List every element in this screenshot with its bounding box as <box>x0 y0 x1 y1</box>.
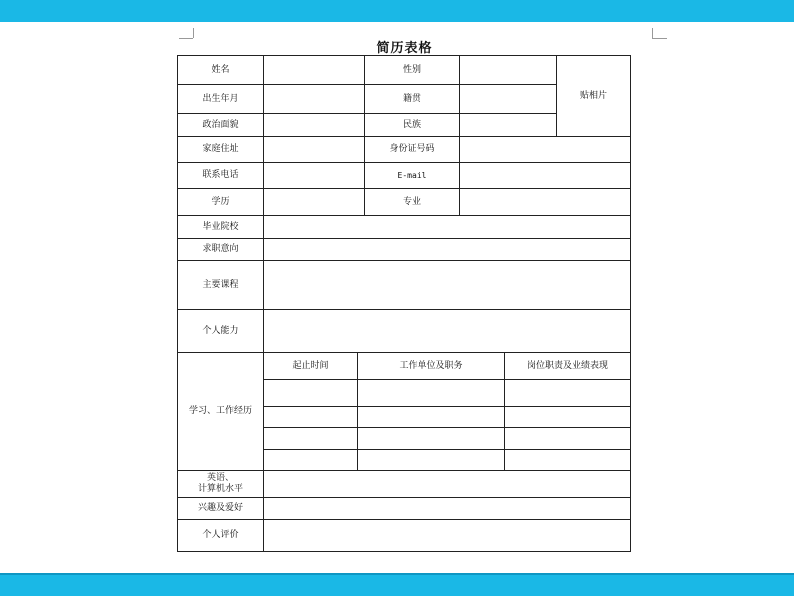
exp-header-time: 起止时间 <box>263 352 358 380</box>
label-main-courses: 主要课程 <box>177 260 264 310</box>
exp-row-3-unit[interactable] <box>357 427 505 450</box>
label-abilities: 个人能力 <box>177 309 264 353</box>
label-major: 专业 <box>364 188 460 216</box>
exp-row-1-duty[interactable] <box>504 379 631 407</box>
label-email: E-mail <box>364 162 460 189</box>
field-abilities[interactable] <box>263 309 631 353</box>
field-native-place[interactable] <box>459 84 557 114</box>
label-experience: 学习、工作经历 <box>177 352 264 471</box>
field-name[interactable] <box>263 55 365 85</box>
field-phone[interactable] <box>263 162 365 189</box>
label-phone: 联系电话 <box>177 162 264 189</box>
field-ethnicity[interactable] <box>459 113 557 137</box>
field-evaluation[interactable] <box>263 519 631 552</box>
field-birth[interactable] <box>263 84 365 114</box>
bottom-frame-line <box>0 573 794 575</box>
exp-header-duty: 岗位职责及业绩表现 <box>504 352 631 380</box>
exp-row-1-unit[interactable] <box>357 379 505 407</box>
exp-row-4-unit[interactable] <box>357 449 505 471</box>
field-id-number[interactable] <box>459 136 631 163</box>
label-native-place: 籍贯 <box>364 84 460 114</box>
field-education[interactable] <box>263 188 365 216</box>
field-job-intention[interactable] <box>263 238 631 261</box>
label-ethnicity: 民族 <box>364 113 460 137</box>
label-political-status: 政治面貌 <box>177 113 264 137</box>
bottom-frame-bar <box>0 573 794 596</box>
exp-row-2-time[interactable] <box>263 406 358 428</box>
label-birth: 出生年月 <box>177 84 264 114</box>
exp-row-4-duty[interactable] <box>504 449 631 471</box>
exp-header-unit: 工作单位及职务 <box>357 352 505 380</box>
field-language-computer[interactable] <box>263 470 631 498</box>
field-political-status[interactable] <box>263 113 365 137</box>
label-language-line1: 英语、 <box>206 473 234 483</box>
label-language-line2: 计算机水平 <box>197 484 243 494</box>
label-hobbies: 兴趣及爱好 <box>177 497 264 520</box>
label-school: 毕业院校 <box>177 215 264 239</box>
exp-row-3-duty[interactable] <box>504 427 631 450</box>
exp-row-2-unit[interactable] <box>357 406 505 428</box>
field-major[interactable] <box>459 188 631 216</box>
exp-row-2-duty[interactable] <box>504 406 631 428</box>
label-id-number: 身份证号码 <box>364 136 460 163</box>
label-gender: 性别 <box>364 55 460 85</box>
field-school[interactable] <box>263 215 631 239</box>
top-frame-bar <box>0 0 794 22</box>
resume-form-table <box>178 56 631 552</box>
photo-box[interactable]: 贴相片 <box>556 55 631 137</box>
label-education: 学历 <box>177 188 264 216</box>
label-name: 姓名 <box>177 55 264 85</box>
label-language-computer <box>177 470 264 498</box>
field-main-courses[interactable] <box>263 260 631 310</box>
label-address: 家庭住址 <box>177 136 264 163</box>
field-address[interactable] <box>263 136 365 163</box>
exp-row-4-time[interactable] <box>263 449 358 471</box>
field-email[interactable] <box>459 162 631 189</box>
document-title: 简历表格 <box>376 41 433 56</box>
field-hobbies[interactable] <box>263 497 631 520</box>
exp-row-3-time[interactable] <box>263 427 358 450</box>
exp-row-1-time[interactable] <box>263 379 358 407</box>
label-evaluation: 个人评价 <box>177 519 264 552</box>
page-corner-mark-right <box>652 28 667 39</box>
label-job-intention: 求职意向 <box>177 238 264 261</box>
field-gender[interactable] <box>459 55 557 85</box>
